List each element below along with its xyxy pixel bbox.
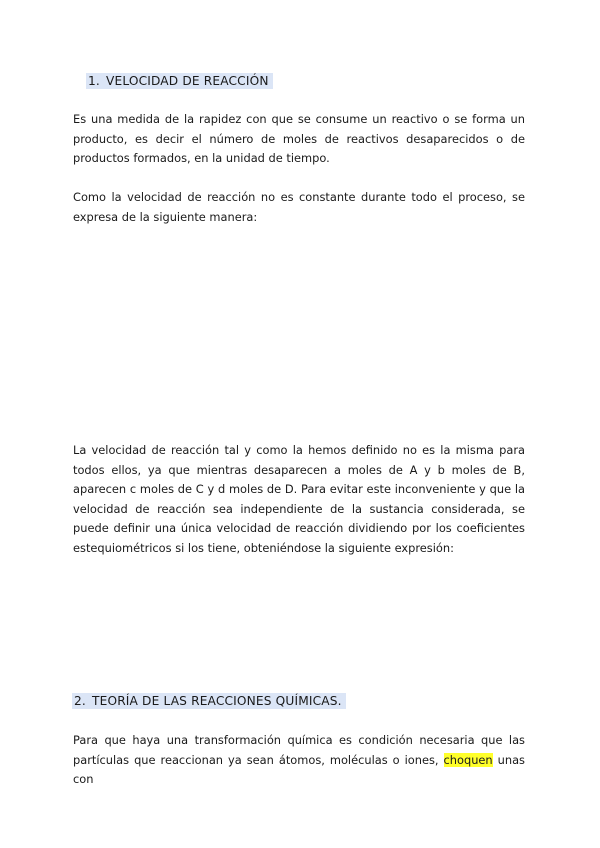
section-1-number: 1.	[88, 74, 100, 88]
section-1-title: VELOCIDAD DE REACCIÓN	[106, 74, 269, 88]
paragraph-definition: Es una medida de la rapidez con que se consume un reactivo o se forma un producto, es decir el número de moles de reactivos desaparecidos o de productos formados, en la unidad de tiempo.	[73, 112, 525, 165]
section-1-heading	[86, 72, 273, 90]
section-2-title: TEORÍA DE LAS REACCIONES QUÍMICAS.	[92, 694, 342, 708]
highlighted-word: choquen	[443, 752, 493, 767]
paragraph-collision-theory	[73, 731, 525, 790]
paragraph-variable-rate: Como la velocidad de reacción no es constante durante todo el proceso, se expresa de la siguiente manera:	[73, 190, 525, 224]
paragraph-collision-text-start: Para que haya una transformación química es condición necesaria que las partículas que reaccionan ya sean átomos, moléculas o iones,	[73, 733, 525, 767]
paragraph-collision-text-end: unas con	[73, 752, 525, 786]
section-2-number: 2.	[74, 694, 86, 708]
paragraph-stoichiometry: La velocidad de reacción tal y como la hemos definido no es la misma para todos ellos, ya que mientras desaparecen a moles de A y b moles de B, aparecen c moles de C y d moles de D. Para evitar este inconveniente y que la velocidad de reacción sea independiente de la sustancia considerada, se puede definir una única velocidad de reacción dividiendo por los coeficientes estequiométricos si los tiene, obteniéndose la siguiente expresión:	[73, 443, 525, 555]
section-2-highlight	[72, 693, 346, 709]
section-2-heading	[72, 692, 346, 710]
section-1-highlight	[86, 73, 273, 89]
